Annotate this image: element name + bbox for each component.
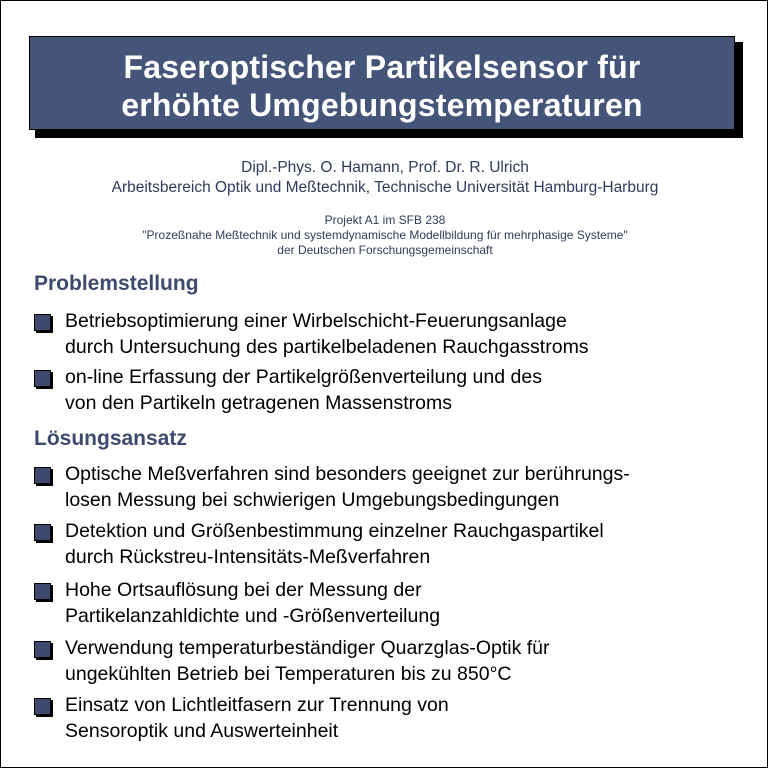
author-affiliation: Arbeitsbereich Optik und Meßtechnik, Technische Universität Hamburg-Harburg [111, 179, 659, 196]
solution-item-3-line-1: Hohe Ortsauflösung bei der Messung der [65, 579, 422, 601]
solution-item-5-line-2: Sensoroptik und Auswerteinheit [65, 720, 339, 742]
solution-item-5-line-1: Einsatz von Lichtleitfasern zur Trennung von [65, 694, 449, 716]
bullet-square-icon [34, 698, 51, 715]
bullet-square-icon [34, 524, 51, 541]
problem-item-1-line-1: Betriebsoptimierung einer Wirbelschicht-Feuerungsanlage [65, 310, 567, 332]
title-line-1: Faseroptischer Partikelsensor für [123, 49, 641, 85]
solution-item-2-line-2: durch Rückstreu-Intensitäts-Meßverfahren [65, 546, 431, 568]
solution-item-3-line-2: Partikelanzahldichte und -Größenverteilung [65, 605, 441, 627]
bullet-square-icon [34, 583, 51, 600]
title-line-2: erhöhte Umgebungstemperaturen [121, 87, 643, 123]
project-block [1, 213, 768, 258]
problem-item-2-line-2: von den Partikeln getragenen Massenstroms [65, 392, 452, 414]
bullet-square-icon [34, 314, 51, 331]
authors-block [1, 158, 768, 198]
solution-item-4-line-1: Verwendung temperaturbeständiger Quarzglas-Optik für [65, 637, 550, 659]
project-line-3: der Deutschen Forschungsgemeinschaft [277, 243, 493, 257]
problem-item-1-line-2: durch Untersuchung des partikelbeladenen Rauchgasstroms [65, 336, 589, 358]
author-names: Dipl.-Phys. O. Hamann, Prof. Dr. R. Ulrich [241, 159, 529, 176]
bullet-square-icon [34, 641, 51, 658]
project-line-2: "Prozeßnahe Meßtechnik und systemdynamische Modellbildung für mehrphasige Systeme" [142, 228, 628, 242]
bullet-square-icon [34, 370, 51, 387]
solution-heading: Lösungsansatz [34, 427, 187, 450]
title-banner [29, 36, 735, 130]
solution-item-4-line-2: ungekühlten Betrieb bei Temperaturen bis zu 850°C [65, 663, 512, 685]
solution-item-2-line-1: Detektion und Größenbestimmung einzelner Rauchgaspartikel [65, 520, 604, 542]
problem-heading: Problemstellung [34, 272, 199, 295]
bullet-square-icon [34, 467, 51, 484]
problem-item-2-line-1: on-line Erfassung der Partikelgrößenverteilung und des [65, 366, 542, 388]
solution-item-1-line-2: losen Messung bei schwierigen Umgebungsbedingungen [65, 489, 560, 511]
project-line-1: Projekt A1 im SFB 238 [324, 213, 446, 227]
solution-item-1-line-1: Optische Meßverfahren sind besonders geeignet zur berührungs- [65, 463, 630, 485]
